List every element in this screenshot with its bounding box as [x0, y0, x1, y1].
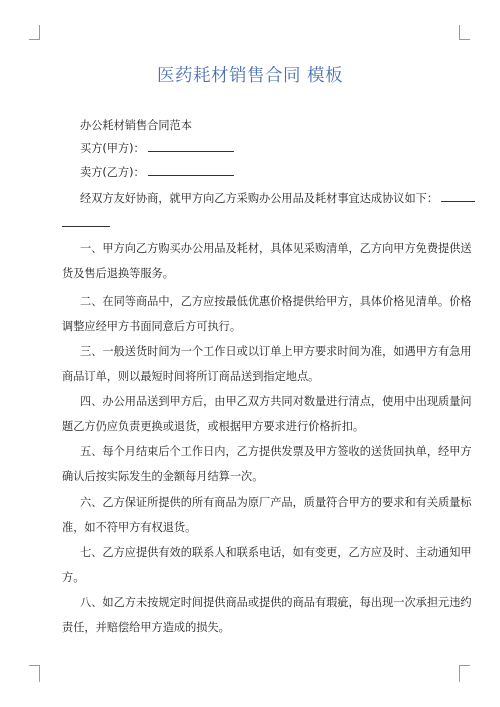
intro-blank — [441, 200, 475, 202]
clause-1-line-2: 货及售后退换等服务。 — [62, 267, 174, 280]
clause-1-line-1: 一、甲方向乙方购买办公用品及耗材，具体见采购清单，乙方向甲方免费提供送 — [80, 242, 472, 255]
clause-4-line-1: 四、办公用品送到甲方后，由甲乙双方共同对数量进行清点，使用中出现质量问 — [80, 395, 472, 408]
crop-mark-bottom-right — [459, 665, 470, 682]
clause-4-line-2: 题乙方仍应负责更换或退货，或根据甲方要求进行价格折扣。 — [62, 420, 365, 433]
seller-blank — [148, 174, 234, 176]
intro-blank-continuation — [62, 226, 110, 227]
clause-2-line-2: 调整应经甲方书面同意后方可执行。 — [62, 320, 242, 333]
buyer-blank — [148, 150, 234, 152]
clause-8-line-2: 责任，并赔偿给甲方造成的损失。 — [62, 621, 230, 634]
clause-3-line-2: 商品订单，则以最短时间将所订商品送到指定地点。 — [62, 370, 320, 383]
crop-mark-top-left — [29, 25, 40, 40]
buyer-label: 买方(甲方)： — [80, 142, 145, 155]
clause-6-line-1: 六、乙方保证所提供的所有商品为原厂产品，质量符合甲方的要求和有关质量标 — [80, 496, 472, 509]
document-subtitle: 办公耗材销售合同范本 — [80, 119, 192, 132]
crop-mark-top-right — [459, 25, 470, 40]
clause-8-line-1: 八、如乙方未按规定时间提供商品或提供的商品有瑕疵，每出现一次承担元违约 — [80, 596, 472, 609]
crop-mark-bottom-left — [29, 665, 40, 682]
clause-5-line-2: 确认后按实际发生的金额每月结算一次。 — [62, 470, 264, 483]
intro-text: 经双方友好协商，就甲方向乙方采购办公用品及耗材事宜达成协议如下： — [80, 192, 439, 205]
seller-label: 卖方(乙方)： — [80, 166, 145, 179]
clause-2-line-1: 二、在同等商品中，乙方应按最低优惠价格提供给甲方，具体价格见清单。价格 — [80, 295, 472, 308]
clause-5-line-1: 五、每个月结束后个工作日内，乙方提供发票及甲方签收的送货回执单，经甲方 — [80, 445, 472, 458]
clause-7-line-1: 七、乙方应提供有效的联系人和联系电话，如有变更，乙方应及时、主动通知甲 — [80, 546, 472, 559]
seller-line — [80, 164, 234, 180]
intro-line — [80, 190, 475, 206]
clause-6-line-2: 准，如不符甲方有权退货。 — [62, 521, 197, 534]
buyer-line — [80, 140, 234, 156]
clause-3-line-1: 三、一般送货时间为一个工作日或以订单上甲方要求时间为准，如遇甲方有急用 — [80, 345, 472, 358]
clause-7-line-2: 方。 — [62, 571, 85, 584]
document-title: 医药耗材销售合同 模板 — [156, 66, 344, 86]
